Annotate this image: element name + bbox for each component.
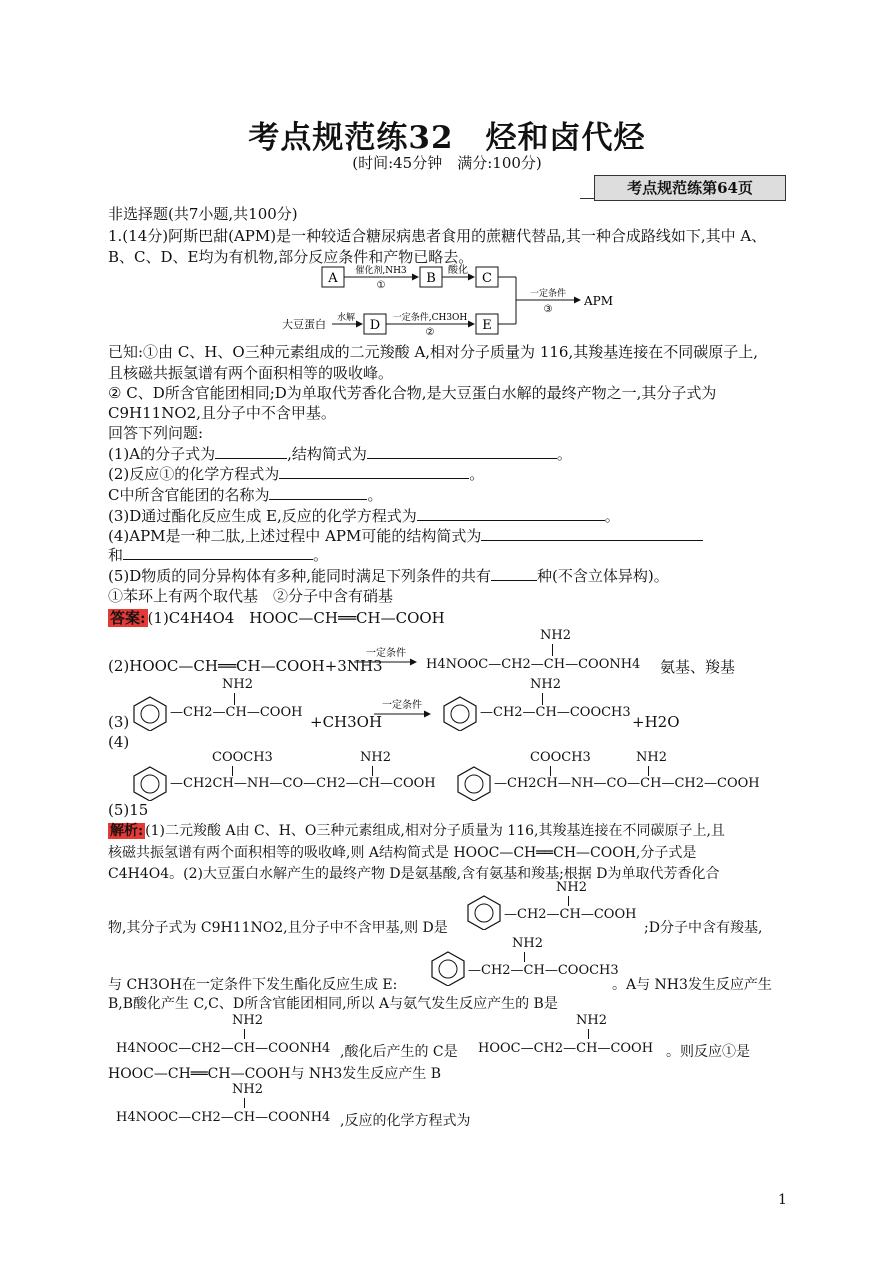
answer-2-groups: 氨基、羧基 [660, 658, 736, 676]
answer-5: (5)15 [108, 801, 149, 819]
bond-line [552, 644, 553, 656]
answer-3-arrow [372, 698, 438, 722]
analysis-e-nh2: NH2 [512, 936, 543, 951]
blank-2c[interactable] [269, 485, 367, 500]
bond-line [550, 766, 551, 776]
answer-2-right: H4NOOC—CH2—CH—COONH4 [426, 657, 641, 672]
section-heading: 非选择题(共7小题,共100分) [108, 205, 298, 223]
blank-2a[interactable] [279, 464, 469, 479]
label-d: D [369, 318, 381, 333]
step-3: ③ [543, 304, 553, 315]
benzene-icon [464, 894, 504, 930]
page-number: 1 [778, 1192, 787, 1208]
answer-4a: —CH2CH—NH—CO—CH2—CH—COOH [170, 776, 436, 791]
known-2: 且核磁共振氢谱有两个面积相等的吸收峰。 [108, 364, 394, 382]
answer-4b-top1: COOCH3 [530, 750, 591, 765]
analysis-line-2: 核磁共振氢谱有两个面积相等的吸收峰,则 A结构简式是 HOOC—CH══CH—COOH,分子式是 [108, 845, 697, 861]
sub-question-3: (3)D通过酯化反应生成 E,反应的化学方程式为 。 [108, 507, 620, 525]
blank-4b[interactable] [123, 545, 313, 560]
cond-1: 催化剂,NH3 [355, 266, 407, 276]
bond-line [234, 693, 235, 705]
answer-2-nh2: NH2 [540, 628, 571, 643]
answer-4b-top2: NH2 [636, 750, 667, 765]
sub-question-1: (1)A的分子式为 ,结构简式为 。 [108, 445, 572, 463]
soy-protein: 大豆蛋白 [282, 318, 326, 331]
analysis-b2-nh2: NH2 [232, 1082, 263, 1097]
practice-page-badge: 考点规范练第64页 [594, 175, 786, 201]
analysis-line-5a: 与 CH3OH在一定条件下发生酯化反应生成 E: [108, 977, 398, 993]
answer-prompt: 回答下列问题: [108, 424, 204, 442]
bond-line [244, 1098, 245, 1108]
synthesis-scheme [280, 262, 620, 344]
answer-3-left: —CH2—CH—COOH [170, 705, 303, 720]
analysis-line-4b: ;D分子中含有羧基, [644, 920, 763, 936]
benzene-icon [440, 695, 480, 731]
bond-line [524, 952, 525, 962]
step-1: ① [376, 280, 386, 291]
answer-3-methanol: +CH3OH [310, 713, 383, 731]
step-2: ② [425, 327, 435, 338]
question-line-2: B、C、D、E均为有机物,部分反应条件和产物已略去。 [108, 248, 474, 266]
answer-1: 答案: (1)C4H4O4 HOOC—CH══CH—COOH [110, 609, 445, 627]
svg-text:一定条件: 一定条件 [382, 700, 422, 711]
analysis-line-6: B,B酸化产生 C,C、D所含官能团相同,所以 A与氨气发生反应产生的 B是 [108, 996, 558, 1012]
analysis-b-struct: H4NOOC—CH2—CH—COONH4 [116, 1041, 331, 1056]
benzene-icon [130, 695, 170, 731]
answer-3-right: —CH2—CH—COOCH3 [480, 705, 631, 720]
cond-3: 一定条件 [529, 289, 567, 299]
sub-question-4: (4)APM是一种二肽,上述过程中 APM可能的结构简式为 [108, 525, 703, 546]
bond-line [568, 896, 569, 906]
blank-3[interactable] [417, 506, 605, 521]
analysis-b2-struct: H4NOOC—CH2—CH—COONH4 [116, 1110, 331, 1125]
label-a: A [328, 271, 338, 286]
sub-question-2c: C中所含官能团的名称为 。 [108, 486, 383, 504]
analysis-line-1: 解析: (1)二元羧酸 A由 C、H、O三种元素组成,相对分子质量为 116,其羧基连接在不同碳原子上,且 [110, 823, 725, 839]
bond-line [648, 766, 649, 776]
answer-3-label: (3) [108, 713, 130, 731]
blank-1a[interactable] [215, 444, 287, 459]
known-3: ② C、D所含官能团相同;D为单取代芳香化合物,是大豆蛋白水解的最终产物之一,其分子式为 [108, 384, 717, 402]
sub-question-5: (5)D物质的同分异构体有多种,能同时满足下列条件的共有 种(不含立体异构)。 [108, 567, 669, 585]
benzene-icon [428, 950, 468, 986]
page-title: 考点规范练32 烃和卤代烃 [248, 120, 646, 156]
analysis-line-7b: 。则反应①是 [666, 1044, 750, 1060]
analysis-line-9a: ,反应的化学方程式为 [340, 1113, 471, 1129]
bond-line [244, 1029, 245, 1039]
analysis-b-nh2: NH2 [232, 1013, 263, 1028]
label-b: B [426, 271, 436, 286]
analysis-c-struct: HOOC—CH2—CH—COOH [478, 1041, 654, 1056]
label-c: C [482, 271, 492, 286]
analysis-tag: 解析: [110, 823, 144, 839]
blank-5[interactable] [491, 566, 537, 581]
answer-3-nh2-b: NH2 [530, 677, 561, 692]
sub-question-5c: ①苯环上有两个取代基 ②分子中含有硝基 [108, 587, 394, 605]
answer-4b: —CH2CH—NH—CO—CH—CH2—COOH [494, 776, 760, 791]
analysis-c-nh2: NH2 [576, 1013, 607, 1028]
analysis-line-7a: ,酸化后产生的 C是 [340, 1044, 458, 1060]
known-4: C9H11NO2,且分子中不含甲基。 [108, 404, 336, 422]
analysis-line-8: HOOC—CH══CH—COOH与 NH3发生反应产生 B [108, 1066, 442, 1082]
answer-4a-top1: COOCH3 [212, 750, 273, 765]
sub-question-4b: 和 。 [108, 546, 329, 564]
sub-question-2: (2)反应①的化学方程式为 。 [108, 465, 485, 483]
label-apm: APM [584, 294, 614, 308]
benzene-icon [130, 765, 170, 801]
answer-4a-top2: NH2 [360, 750, 391, 765]
analysis-line-4a: 物,其分子式为 C9H11NO2,且分子中不含甲基,则 D是 [108, 920, 448, 936]
answer-4-label: (4) [108, 733, 130, 751]
label-e: E [482, 318, 492, 333]
analysis-line-5b: 。A与 NH3发生反应产生 [612, 977, 772, 993]
blank-1b[interactable] [367, 444, 557, 459]
svg-text:一定条件: 一定条件 [366, 648, 406, 659]
hydrolysis: 水解 [336, 313, 356, 323]
analysis-d-nh2: NH2 [556, 880, 587, 895]
answer-tag: 答案: [110, 609, 146, 627]
analysis-line-3: C4H4O4。(2)大豆蛋白水解产生的最终产物 D是氨基酸,含有氨基和羧基;根据 D为单取代芳香化合 [108, 866, 720, 882]
answer-2-arrow [352, 646, 424, 670]
analysis-e-struct: —CH2—CH—COOCH3 [468, 963, 619, 978]
answer-3-nh2: NH2 [222, 677, 253, 692]
page-subtitle: (时间:45分钟 满分:100分) [352, 154, 542, 172]
known-1: 已知:①由 C、H、O三种元素组成的二元羧酸 A,相对分子质量为 116,其羧基连接在不同碳原子上, [108, 343, 758, 361]
answer-3-water: +H2O [632, 713, 680, 731]
blank-4a[interactable] [481, 526, 703, 541]
bond-line [372, 766, 373, 776]
benzene-icon [454, 765, 494, 801]
question-line-1: 1.(14分)阿斯巴甜(APM)是一种较适合糖尿病患者食用的蔗糖代替品,其一种合成路线如下,其中 A、 [108, 227, 767, 245]
bond-line [588, 1029, 589, 1039]
analysis-d-struct: —CH2—CH—COOH [504, 907, 637, 922]
cond-acid: 酸化 [448, 265, 468, 276]
badge-rule [580, 198, 594, 199]
answer-2-left: (2)HOOC—CH══CH—COOH+3NH3 [108, 657, 383, 675]
bond-line [232, 766, 233, 776]
cond-2: 一定条件,CH3OH [392, 313, 468, 323]
bond-line [542, 693, 543, 705]
